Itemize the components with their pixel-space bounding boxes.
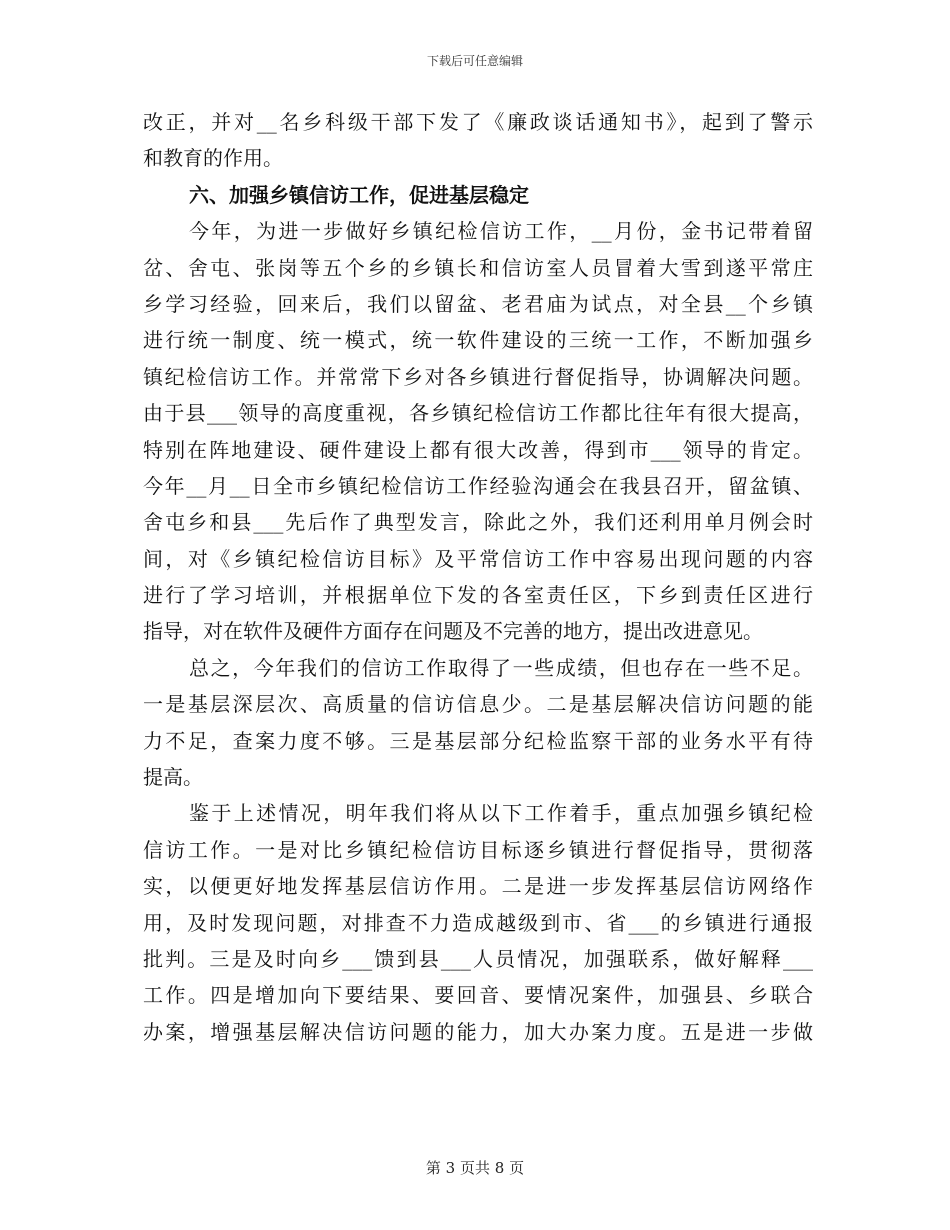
body-line: 提高。 [143, 765, 203, 790]
body-line: 批判。三是及时向乡___馈到县___人员情况，加强联系，做好解释___ [143, 946, 813, 971]
body-line: 实，以便更好地发挥基层信访作用。二是进一步发挥基层信访网络作 [143, 874, 813, 899]
body-line: 办案，增强基层解决信访问题的能力，加大办案力度。五是进一步做 [143, 1019, 813, 1044]
body-line: 进行了学习培训，并根据单位下发的各室责任区，下乡到责任区进行 [143, 583, 813, 608]
body-line: 特别在阵地建设、硬件建设上都有很大改善，得到市___领导的肯定。 [143, 437, 813, 462]
body-line: 用，及时发现问题，对排查不力造成越级到市、省___的乡镇进行通报 [143, 910, 813, 935]
body-line: 进行统一制度、统一模式，统一软件建设的三统一工作，不断加强乡 [143, 328, 813, 353]
body-line: 鉴于上述情况，明年我们将从以下工作着手，重点加强乡镇纪检 [189, 801, 813, 826]
body-line: 岔、舍屯、张岗等五个乡的乡镇长和信访室人员冒着大雪到遂平常庄 [143, 255, 813, 280]
body-line: 今年，为进一步做好乡镇纪检信访工作，__月份，金书记带着留 [189, 219, 813, 244]
page-header: 下载后可任意编辑 [426, 54, 523, 68]
body-line: 工作。四是增加向下要结果、要回音、要情况案件，加强县、乡联合 [143, 983, 813, 1008]
section-heading: 六、加强乡镇信访工作，促进基层稳定 [189, 182, 529, 207]
body-line: 和教育的作用。 [143, 146, 283, 171]
body-line: 改正，并对__名乡科级干部下发了《廉政谈话通知书》，起到了警示 [143, 110, 813, 134]
page-footer: 第 3 页共 8 页 [425, 1159, 525, 1177]
document-body [143, 104, 813, 1050]
body-line: 镇纪检信访工作。并常常下乡对各乡镇进行督促指导，协调解决问题。 [143, 364, 813, 389]
body-line: 总之，今年我们的信访工作取得了一些成绩，但也存在一些不足。 [189, 655, 813, 680]
body-line: 指导，对在软件及硬件方面存在问题及不完善的地方，提出改进意见。 [143, 619, 763, 644]
body-line: 乡学习经验，回来后，我们以留盆、老君庙为试点，对全县__个乡镇 [143, 291, 813, 316]
body-line: 舍屯乡和县___先后作了典型发言，除此之外，我们还利用单月例会时 [143, 510, 813, 535]
body-line: 间，对《乡镇纪检信访目标》及平常信访工作中容易出现问题的内容 [143, 546, 813, 571]
body-line: 一是基层深层次、高质量的信访信息少。二是基层解决信访问题的能 [143, 692, 813, 717]
body-line: 今年__月__日全市乡镇纪检信访工作经验沟通会在我县召开，留盆镇、 [143, 473, 813, 498]
body-line: 信访工作。一是对比乡镇纪检信访目标逐乡镇进行督促指导，贯彻落 [143, 837, 813, 862]
body-line: 由于县___领导的高度重视，各乡镇纪检信访工作都比往年有很大提高， [143, 401, 813, 426]
body-line: 力不足，查案力度不够。三是基层部分纪检监察干部的业务水平有待 [143, 728, 813, 753]
